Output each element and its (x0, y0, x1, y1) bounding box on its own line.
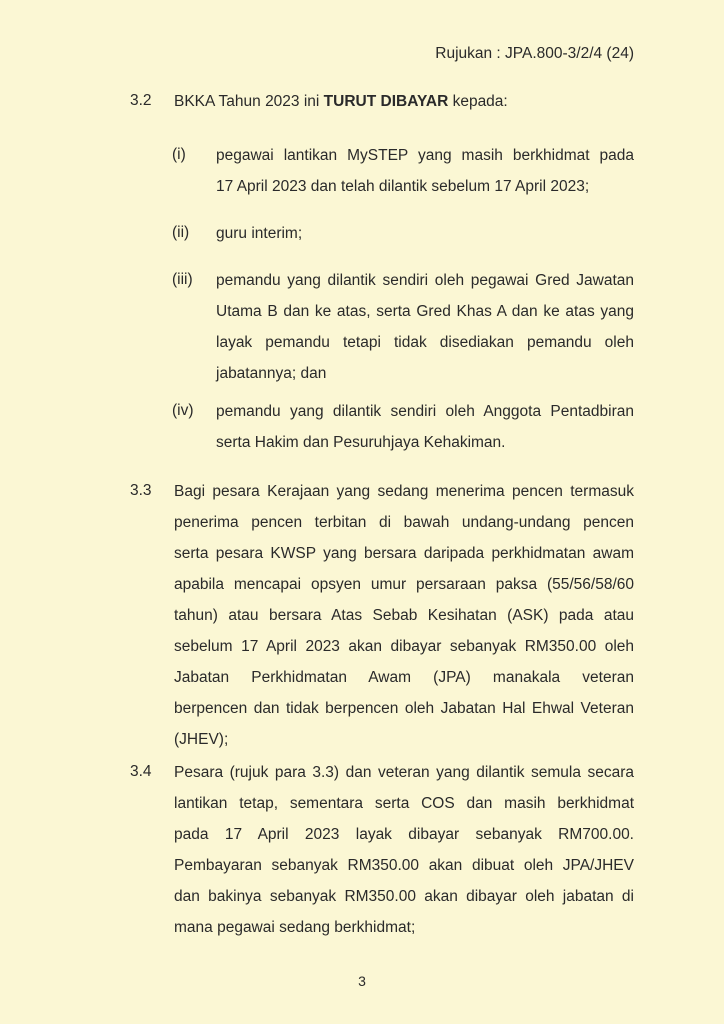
item-iv-text (216, 396, 634, 458)
text-line: pemandu yang dilantik sendiri oleh Anggota Pentadbiran (216, 403, 634, 420)
text-line: sebelum 17 April 2023 akan dibayar sebanyak RM350.00 oleh (174, 638, 634, 655)
item-i-text (216, 140, 634, 202)
text-line: Bagi pesara Kerajaan yang sedang menerima pencen termasuk (174, 483, 634, 500)
text-line: berpencen dan tidak berpencen oleh Jabatan Hal Ehwal Veteran (174, 700, 634, 717)
text-line: tahun) atau bersara Atas Sebab Kesihatan (ASK) pada atau (174, 607, 634, 624)
text-line: pemandu yang dilantik sendiri oleh pegawai Gred Jawatan (216, 272, 634, 289)
text-line: pada 17 April 2023 layak dibayar sebanyak RM700.00. (174, 826, 634, 843)
text-line: Pesara (rujuk para 3.3) dan veteran yang dilantik semula secara (174, 764, 634, 781)
text-line: lantikan tetap, sementara serta COS dan masih berkhidmat (174, 795, 634, 812)
item-label-iii: (iii) (172, 271, 193, 288)
intro-bold: TURUT DIBAYAR (323, 93, 449, 110)
text-line: Utama B dan ke atas, serta Gred Khas A dan ke atas yang (216, 303, 634, 320)
item-label-ii: (ii) (172, 224, 190, 241)
text-line: mana pegawai sedang berkhidmat; (174, 919, 416, 936)
intro-suffix: kepada: (448, 93, 508, 110)
text-line: (JHEV); (174, 731, 229, 748)
text-line: 17 April 2023 dan telah dilantik sebelum 17 April 2023; (216, 178, 590, 195)
text-line: dan bakinya sebanyak RM350.00 akan dibayar oleh jabatan di (174, 888, 634, 905)
reference-number: Rujukan : JPA.800-3/2/4 (24) (435, 45, 634, 62)
section-3-4-text (174, 757, 634, 943)
item-label-i: (i) (172, 146, 186, 163)
item-iii-text (216, 265, 634, 389)
text-line: serta pesara KWSP yang bersara daripada perkhidmatan awam (174, 545, 634, 562)
item-ii-text (216, 218, 634, 249)
section-3-3-text (174, 476, 634, 755)
text-line: serta Hakim dan Pesuruhjaya Kehakiman. (216, 434, 506, 451)
text-line: guru interim; (216, 225, 303, 242)
text-line: penerima pencen terbitan di bawah undang-undang pencen (174, 514, 634, 531)
text-line: jabatannya; dan (216, 365, 327, 382)
intro-prefix: BKKA Tahun 2023 ini (174, 93, 324, 110)
section-3-2-intro (174, 92, 634, 112)
section-number-3-2: 3.2 (130, 92, 152, 109)
text-line: apabila mencapai opsyen umur persaraan paksa (55/56/58/60 (174, 576, 634, 593)
text-line: layak pemandu tetapi tidak disediakan pemandu oleh (216, 334, 634, 351)
text-line: Jabatan Perkhidmatan Awam (JPA) manakala veteran (174, 669, 634, 686)
item-label-iv: (iv) (172, 402, 194, 419)
section-number-3-3: 3.3 (130, 482, 152, 499)
section-number-3-4: 3.4 (130, 763, 152, 780)
page-number: 3 (358, 973, 366, 989)
text-line: pegawai lantikan MySTEP yang masih berkhidmat pada (216, 147, 634, 164)
text-line: Pembayaran sebanyak RM350.00 akan dibuat oleh JPA/JHEV (174, 857, 634, 874)
